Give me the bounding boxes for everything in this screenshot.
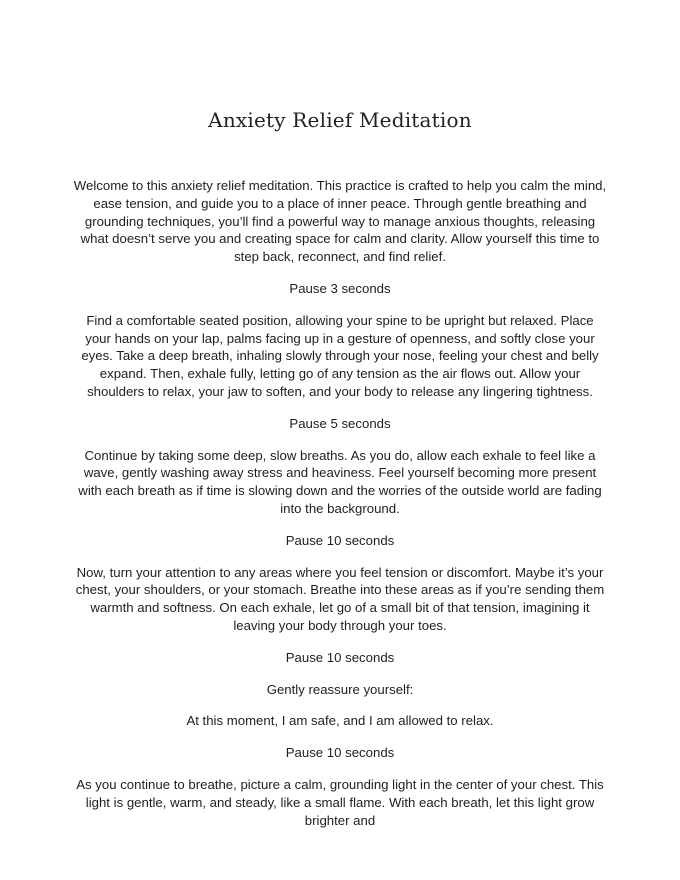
pause-note: Pause 10 seconds — [285, 649, 395, 665]
paragraph-reassure: Gently reassure yourself: — [266, 681, 414, 697]
pause-note: Pause 3 seconds — [289, 280, 391, 296]
paragraph-deep-breaths: Continue by taking some deep, slow breaths. As you do, allow each exhale to feel like a wave, gently washing away stress and heaviness. Feel yourself becoming more present with each breath as if time is slowing down and the worries of the outside world are fading into the background. — [78, 447, 602, 516]
paragraph-grounding-light: As you continue to breathe, picture a calm, grounding light in the center of your chest. This light is gentle, warm, and steady, like a small flame. With each breath, let this light grow brighter and — [76, 776, 604, 828]
document-body — [72, 177, 608, 843]
pause-note: Pause 10 seconds — [285, 532, 395, 548]
pause-note: Pause 10 seconds — [285, 745, 395, 761]
paragraph-welcome: Welcome to this anxiety relief meditation. This practice is crafted to help you calm the mind, ease tension, and guide you to a place of inner peace. Through gentle breathing and grounding techniques, you’ll find a powerful way to manage anxious thoughts, releasing what doesn’t serve you and creating space for calm and clarity. Allow yourself this time to step back, reconnect, and find relief. — [73, 178, 607, 265]
paragraph-tension-areas: Now, turn your attention to any areas where you feel tension or discomfort. Maybe it’s your chest, your shoulders, or your stomach. Breathe into these areas as if you’re sending them warmth and softness. On each exhale, let go of a small bit of that tension, imagining it leaving your body through your toes. — [75, 564, 605, 633]
paragraph-seated-position: Find a comfortable seated position, allowing your spine to be upright but relaxed. Place your hands on your lap, palms facing up in a gesture of openness, and softly close your eyes. Take a deep breath, inhaling slowly through your nose, feeling your chest and belly expand. Then, exhale fully, letting go of any tension as the air flows out. Allow your shoulders to relax, your jaw to soften, and your body to release any lingering tightness. — [81, 312, 599, 399]
paragraph-affirmation: At this moment, I am safe, and I am allowed to relax. — [186, 713, 494, 729]
document-title: Anxiety Relief Meditation — [208, 108, 472, 132]
pause-note: Pause 5 seconds — [289, 415, 391, 431]
